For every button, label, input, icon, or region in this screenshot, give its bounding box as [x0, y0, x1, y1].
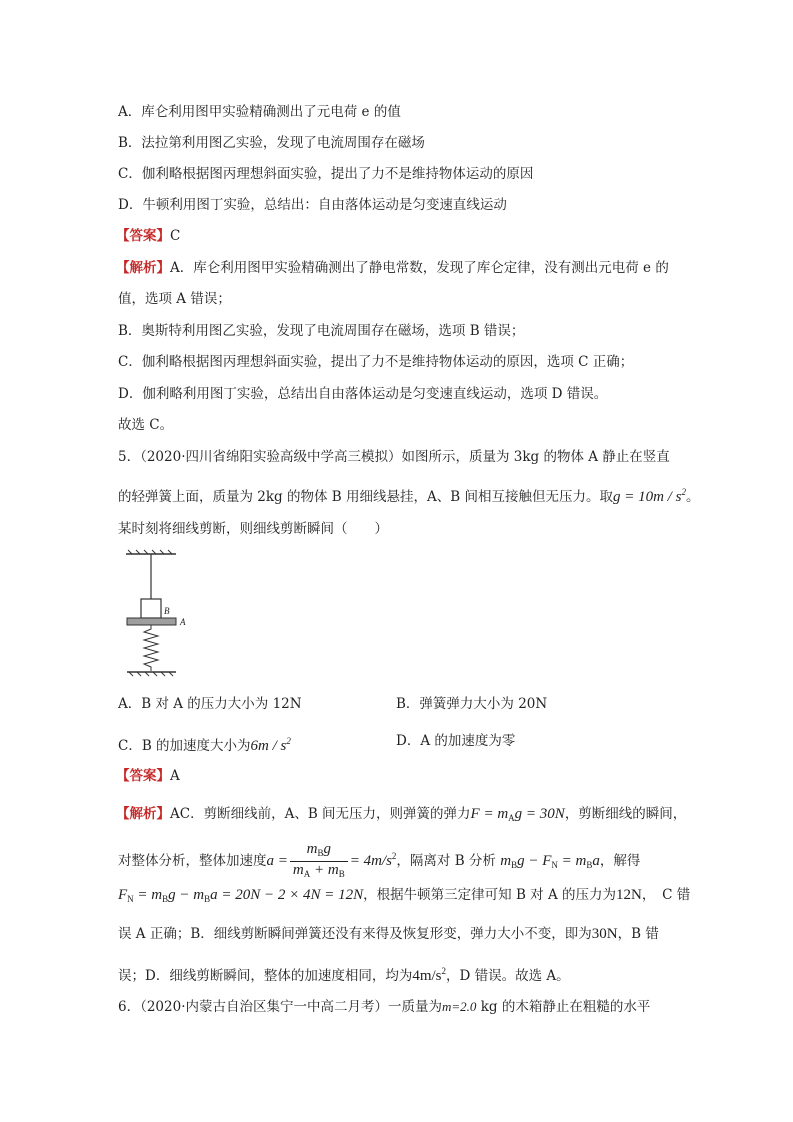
q5-analysis-line-3: $F_N = m_Bg - m_Ba = 20N - 2 \times 4N = 12N$，根据牛顿第三定律可知 B 对 A 的压力为12N， C 错: [118, 887, 691, 904]
answer-label: 【答案】: [116, 768, 170, 784]
q5-stem-line-3: 某时刻将细线剪断，则细线剪断瞬间（ ）: [118, 521, 388, 537]
q4-analysis-line-2: 值，选项 A 错误；: [118, 291, 231, 307]
q5-stem-line-2: 的轻弹簧上面，质量为 2kg 的物体 B 用细线悬挂，A、B 间相互接触但无压力。取$g = 10m / s^2$。: [118, 487, 700, 505]
label-a: A: [180, 617, 186, 627]
q4-answer: [116, 226, 180, 246]
q5-option-c: C．B 的加速度大小为$6m / s^2$: [118, 736, 291, 754]
plate-a: [127, 618, 176, 625]
q4-analysis-line-1: 【解析】A．库仑利用图甲实验精确测出了静电常数，发现了库仑定律，没有测出元电荷 e 的: [116, 260, 669, 276]
q4-option-c: C．伽利略根据图丙理想斜面实验，提出了力不是维持物体运动的原因: [118, 166, 534, 182]
q4-analysis-line-3: B．奥斯特利用图乙实验，发现了电流周围存在磁场，选项 B 错误；: [118, 323, 525, 339]
q5-option-b: B．弹簧弹力大小为 20N: [396, 696, 548, 712]
base: [127, 672, 176, 676]
label-b: B: [164, 606, 170, 616]
answer-label: 【答案】: [116, 228, 170, 244]
q5-answer: [116, 766, 180, 786]
g-value: $g = 10m / s^2$: [612, 487, 686, 505]
q4-analysis-line-4: C．伽利略根据图丙理想斜面实验，提出了力不是维持物体运动的原因，选项 C 正确；: [118, 354, 634, 370]
q5-analysis-line-4: 误 A 正确；B．细线剪断瞬间弹簧还没有来得及恢复形变，弹力大小不变，即为30N，B 错: [118, 926, 659, 942]
block-b: [141, 599, 161, 618]
ceiling: [126, 550, 176, 554]
q5-option-d: D．A 的加速度为零: [396, 733, 516, 749]
fraction: $\frac{m_Bg}{m_A + m_B}$: [290, 841, 348, 882]
q4-option-b: B．法拉第利用图乙实验，发现了电流周围存在磁场: [118, 135, 425, 151]
q4-option-d: D．牛顿利用图丁实验，总结出：自由落体运动是匀变速直线运动: [118, 197, 507, 213]
spring: [144, 625, 158, 671]
q6-stem-line-1: 6．（2020·内蒙古自治区集宁一中高二月考）一质量为m=2.0 kg 的木箱静止在粗糙的水平: [118, 999, 651, 1015]
analysis-label: 【解析】: [116, 806, 170, 822]
q5-analysis-line-5: 误；D．细线剪断瞬间，整体的加速度相同，均为$4m/s^2$，D 错误。故选 A。: [118, 966, 570, 984]
q5-analysis-line-1: 【解析】AC．剪断细线前，A、B 间无压力，则弹簧的弹力$F = m_Ag = 30N$，剪断细线的瞬间，: [116, 806, 687, 823]
answer-value: A: [170, 768, 180, 784]
q5-stem-line-1: 5．（2020·四川省绵阳实验高级中学高三模拟）如图所示，质量为 3kg 的物体 A 静止在竖直: [118, 449, 670, 465]
spring-block-diagram: [120, 548, 210, 683]
q5-analysis-line-2: 对整体分析，整体加速度a = $\frac{m_Bg}{m_A + m_B}$ = $4m/s^2$，隔离对 B 分析 $m_Bg - F_N = m_Ba$，解得: [118, 838, 640, 883]
q4-option-a: A．库仑利用图甲实验精确测出了元电荷 e 的值: [118, 104, 401, 120]
q4-analysis-line-6: 故选 C。: [118, 417, 174, 433]
answer-value: C: [170, 228, 181, 244]
q4-analysis-line-5: D．伽利略利用图丁实验，总结出自由落体运动是匀变速直线运动，选项 D 错误。: [118, 386, 608, 402]
q5-option-a: A．B 对 A 的压力大小为 12N: [118, 696, 302, 712]
analysis-label: 【解析】: [116, 260, 170, 276]
